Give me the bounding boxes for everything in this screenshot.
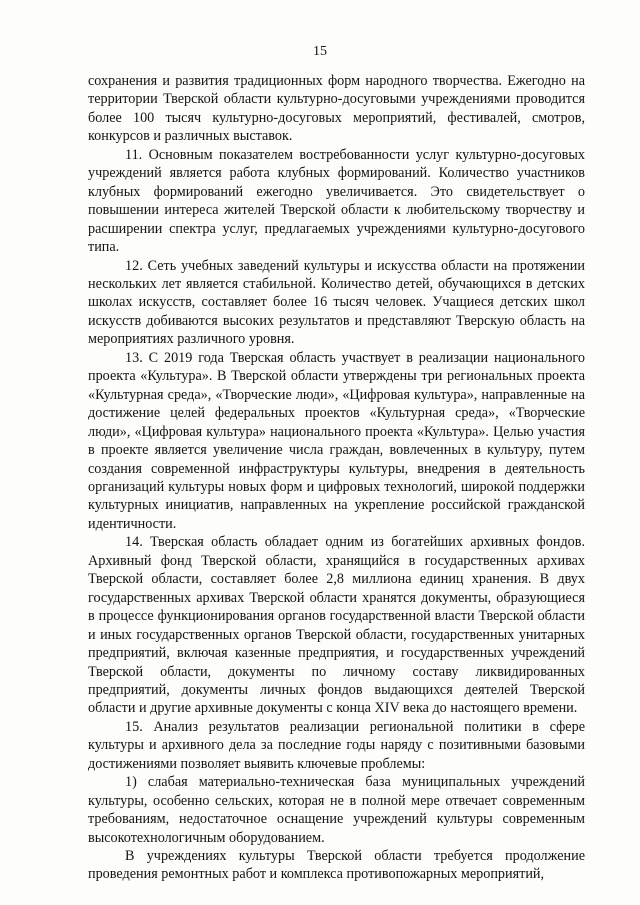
paragraph-problem-1: 1) слабая материально-техническая база муниципальных учреждений культуры, особенно сельских, которая не в полной мере отвечает современным требованиям, недостаточное оснащение учреждений культуры современным высокотехнологичным оборудованием. [88,774,585,846]
page-number: 15 [313,44,327,59]
paragraph-item-11: 11. Основным показателем востребованности услуг культурно-досуговых учреждений является работа клубных формирований. Количество участников клубных формирований ежегодно увеличивается. Это свидетельствует о повышении интереса жителей Тверской области к любительскому творчеству и расширении спектра услуг, предлагаемых учреждениями культурно-досугового типа. [88,146,585,256]
paragraph-item-15: 15. Анализ результатов реализации региональной политики в сфере культуры и архивного дела за последние годы наряду с позитивными базовыми достижениями позволяет выявить ключевые проблемы: [88,718,585,772]
paragraph-item-13: 13. С 2019 года Тверская область участвует в реализации национального проекта «Культура». В Тверской области утверждены три региональных проекта «Культурная среда», «Творческие люди», «Цифровая культура», направленные на достижение целей федеральных проектов «Культурная среда», «Творческие люди», «Цифровая культура» национального проекта «Культура». Целью участия в проекте является увеличение числа граждан, вовлеченных в культуру, путем создания современной инфраструктуры культуры, внедрения в деятельность организаций культуры новых форм и цифровых технологий, широкой поддержки культурных инициатив, направленных на укрепление российской гражданской идентичности. [88,349,585,532]
paragraph-item-14: 14. Тверская область обладает одним из богатейших архивных фондов. Архивный фонд Тверской области, хранящийся в государственных архивах Тверской области, составляет более 2,8 миллиона единиц хранения. В двух государственных архивах Тверской области хранятся документы, образующиеся в процессе функционирования органов государственной власти Тверской области и иных государственных органов Тверской области, государственных унитарных предприятий, включая казенные предприятия, и государственных учреждений Тверской области, документы по личному составу ликвидированных предприятий, документы личных фондов выдающихся деятелей Тверской области и другие архивные документы с конца XIV века до настоящего времени. [88,534,585,717]
paragraph-item-12: 12. Сеть учебных заведений культуры и искусства области на протяжении нескольких лет является стабильной. Количество детей, обучающихся в детских школах искусств, составляет более 16 тысяч человек. Учащиеся детских школ искусств добиваются высоких результатов и представляют Тверскую область на мероприятиях различного уровня. [88,257,585,348]
paragraph-closing: В учреждениях культуры Тверской области требуется продолжение проведения ремонтных работ и комплекса противопожарных мероприятий, [88,848,585,883]
document-body [88,72,585,884]
paragraph-continuation: сохранения и развития традиционных форм народного творчества. Ежегодно на территории Тверской области культурно-досуговыми учреждениями проводится более 100 тысяч культурно-досуговых мероприятий, фестивалей, смотров, конкурсов и различных выставок. [88,73,585,145]
